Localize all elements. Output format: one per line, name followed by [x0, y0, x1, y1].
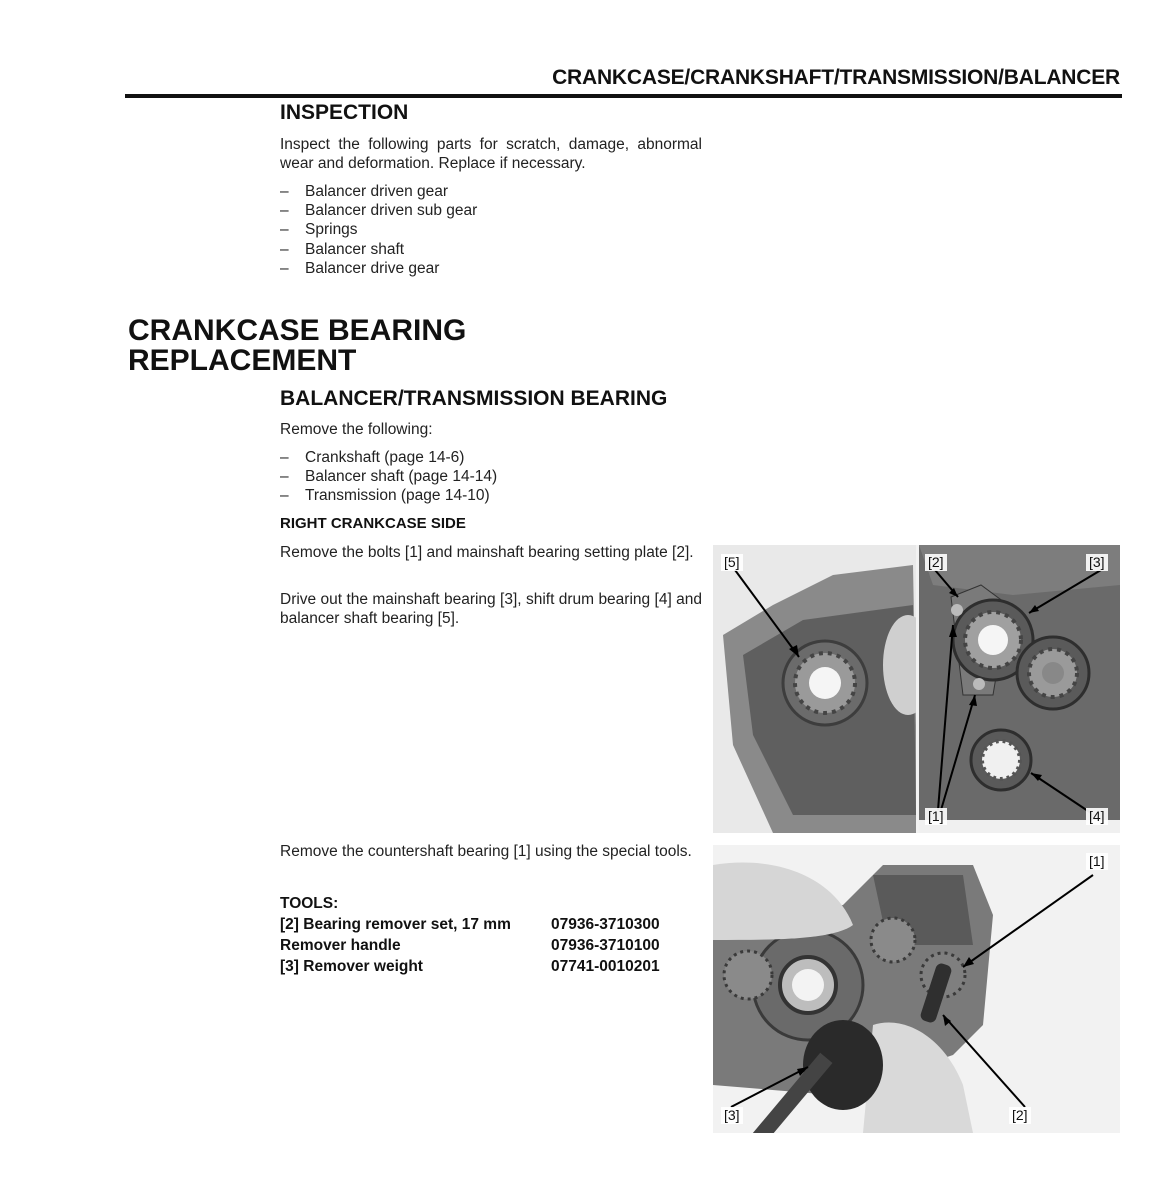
list-item: – Crankshaft (page 14-6): [280, 449, 465, 466]
list-item: – Balancer driven sub gear: [280, 202, 478, 220]
list-item: – Springs: [280, 221, 358, 239]
callout-1: [1]: [925, 808, 947, 825]
tool-row: Remover handle 07936-3710100: [280, 937, 660, 954]
figure-countershaft-bearing-removal: [713, 845, 1120, 1133]
subsection-heading: BALANCER/TRANSMISSION BEARING: [280, 387, 668, 410]
list-item: – Transmission (page 14-10): [280, 487, 490, 505]
right-crankcase-side-heading: RIGHT CRANKCASE SIDE: [280, 515, 466, 532]
list-item: – Balancer driven gear: [280, 183, 449, 200]
callout-2: [2]: [1009, 1107, 1031, 1124]
callout-3: [3]: [721, 1107, 743, 1124]
tools-block: [280, 893, 660, 977]
figure-crankcase-bearings: [713, 545, 1120, 833]
tool-row: [2] Bearing remover set, 17 mm 07936-3710300: [280, 916, 660, 933]
callout-4: [4]: [1086, 808, 1108, 825]
tools-heading: TOOLS:: [280, 895, 339, 912]
inspection-list: [280, 182, 700, 278]
header-rule: [125, 94, 1122, 98]
step-drive-out-bearings: Drive out the mainshaft bearing [3], shift drum bearing [4] and balancer shaft bearing [5].: [280, 591, 702, 627]
running-header: CRANKCASE/CRANKSHAFT/TRANSMISSION/BALANCER: [552, 66, 1120, 89]
section-title: CRANKCASE BEARING REPLACEMENT: [128, 314, 467, 377]
remove-list: [280, 448, 700, 506]
inspection-heading: INSPECTION: [280, 101, 409, 124]
step-remove-countershaft-bearing: Remove the countershaft bearing [1] using the special tools.: [280, 843, 692, 860]
remove-intro: Remove the following:: [280, 421, 433, 438]
inspection-intro: Inspect the following parts for scratch, damage, abnormal wear and deformation. Replace if necessary.: [280, 136, 702, 172]
list-item: – Balancer drive gear: [280, 259, 440, 277]
callout-5: [5]: [721, 554, 743, 571]
list-item: – Balancer shaft (page 14-14): [280, 468, 498, 486]
list-item: – Balancer shaft: [280, 240, 405, 258]
callout-1: [1]: [1086, 853, 1108, 870]
crankcase-photo-illustration: [713, 545, 1120, 833]
callout-3: [3]: [1086, 554, 1108, 571]
step-remove-bolts: Remove the bolts [1] and mainshaft bearing setting plate [2].: [280, 544, 694, 561]
bearing-removal-photo-illustration: [713, 845, 1120, 1133]
tool-row: [3] Remover weight 07741-0010201: [280, 958, 660, 975]
callout-2: [2]: [925, 554, 947, 571]
